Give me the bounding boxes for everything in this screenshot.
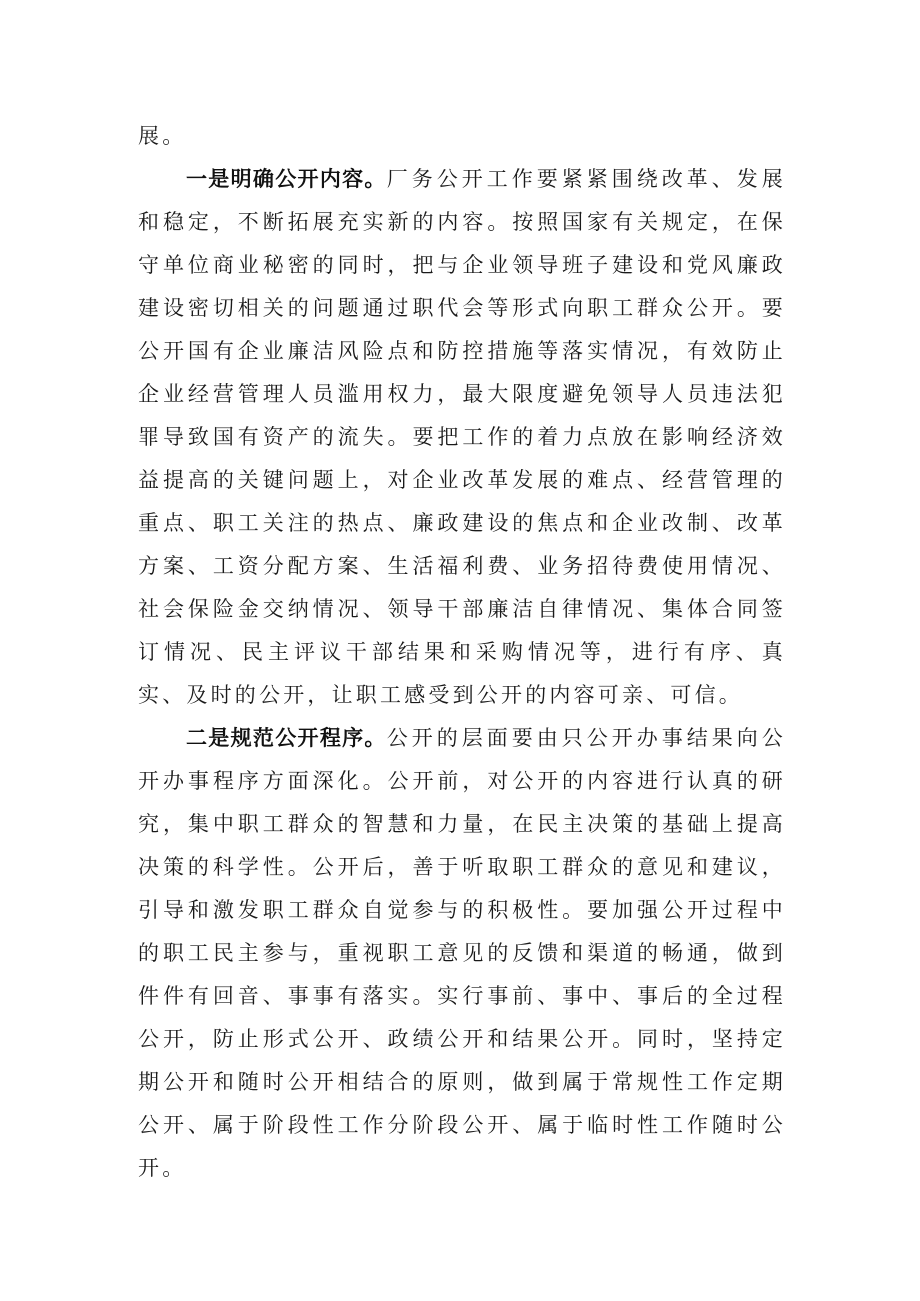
paragraph-text: 厂务公开工作要紧紧围绕改革、发展和稳定，不断拓展充实新的内容。按照国家有关规定，在保守单位商业秘密的同时，把与企业领导班子建设和党风廉政建设密切相关的问题通过职代会等形式向职工群众公开。要公开国有企业廉洁风险点和防控措施等落实情况，有效防止企业经营管理人员滥用权力，最大限度避免领导人员违法犯罪导致国有资产的流失。要把工作的着力点放在影响经济效益提高的关键问题上，对企业改革发展的难点、经营管理的重点、职工关注的热点、廉政建设的焦点和企业改制、改革方案、工资分配方案、生活福利费、业务招待费使用情况、社会保险金交纳情况、领导干部廉洁自律情况、集体合同签订情况、民主评议干部结果和采购情况等，进行有序、真实、及时的公开，让职工感受到公开的内容可亲、可信。	[138, 167, 787, 707]
paragraph-text: 公开的层面要由只公开办事结果向公开办事程序方面深化。公开前，对公开的内容进行认真的研究，集中职工群众的智慧和力量，在民主决策的基础上提高决策的科学性。公开后，善于听取职工群众的意见和建议，引导和激发职工群众自觉参与的积极性。要加强公开过程中的职工民主参与，重视职工意见的反馈和渠道的畅通，做到件件有回音、事事有落实。实行事前、事中、事后的全过程公开，防止形式公开、政绩公开和结果公开。同时，坚持定期公开和随时公开相结合的原则，做到属于常规性工作定期公开、属于阶段性工作分阶段公开、属于临时性工作随时公开。	[138, 726, 787, 1180]
paragraph-heading: 一是明确公开内容。	[186, 167, 387, 191]
paragraph-disclosure-content	[138, 158, 786, 717]
paragraph-heading: 二是规范公开程序。	[186, 726, 387, 750]
paragraph-text: 展。	[138, 124, 187, 148]
document-body	[138, 115, 786, 1190]
paragraph-disclosure-procedure	[138, 717, 786, 1190]
paragraph-continuation	[138, 115, 786, 158]
